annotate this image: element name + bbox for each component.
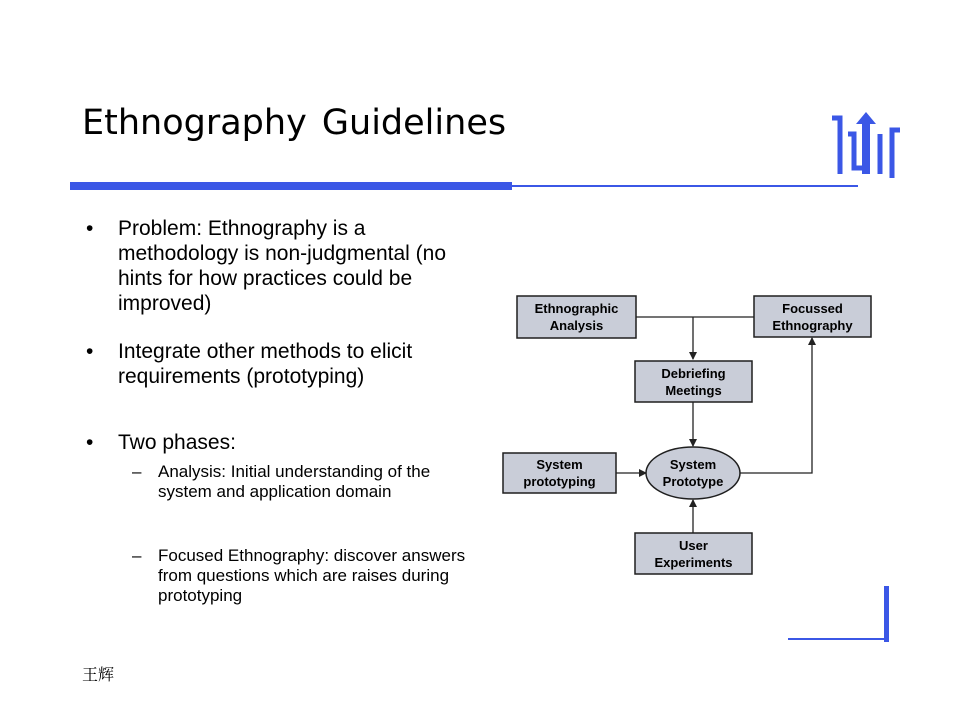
node-label-line1: User [679,538,708,553]
node-label-line2: Experiments [654,555,733,570]
sub-bullet-marker: – [132,546,142,565]
node-label-line1: Focussed [782,301,843,316]
node-label-line2: Analysis [549,318,604,333]
corner-bracket-decoration [788,586,892,642]
node-ethnographic-analysis [517,296,636,338]
node-label-line2: Meetings [665,383,722,398]
footer-author: 王辉 [82,665,115,684]
bullet-two-phases: Two phases: [118,431,236,454]
node-label-line1: Ethnographic [534,301,619,316]
slide-title: Ethnography Guidelines [82,103,507,143]
sub-bullet-focused: Focused Ethnography: discover answers from questions which are raises during prototyping [158,546,466,605]
node-label-line2: Prototype [662,474,724,489]
node-label-line1: System [669,457,717,472]
node-label-line1: Debriefing [661,366,726,381]
node-label-line2: prototyping [523,474,596,489]
node-debriefing-meetings [635,361,752,402]
bullet-marker: • [86,340,94,363]
bullet-marker: • [86,217,94,240]
node-system-prototype [646,447,740,499]
node-system-prototyping [503,453,616,493]
sub-bullet-analysis: Analysis: Initial understanding of the system and application domain [158,462,431,501]
node-label-line1: System [536,457,583,472]
diagram-connectors [616,317,812,533]
connector-prototype-to-focussed [740,338,812,473]
sub-bullet-marker: – [132,462,142,481]
node-focussed-ethnography [754,296,871,337]
bullet-problem: Problem: Ethnography is a methodology is non-judgmental (no hints for how practices could be improved) [118,217,447,315]
bullet-marker: • [86,431,94,454]
node-label-line2: Ethnography [772,318,853,333]
node-user-experiments [635,533,752,574]
bullet-integrate: Integrate other methods to elicit requirements (prototyping) [118,340,413,388]
